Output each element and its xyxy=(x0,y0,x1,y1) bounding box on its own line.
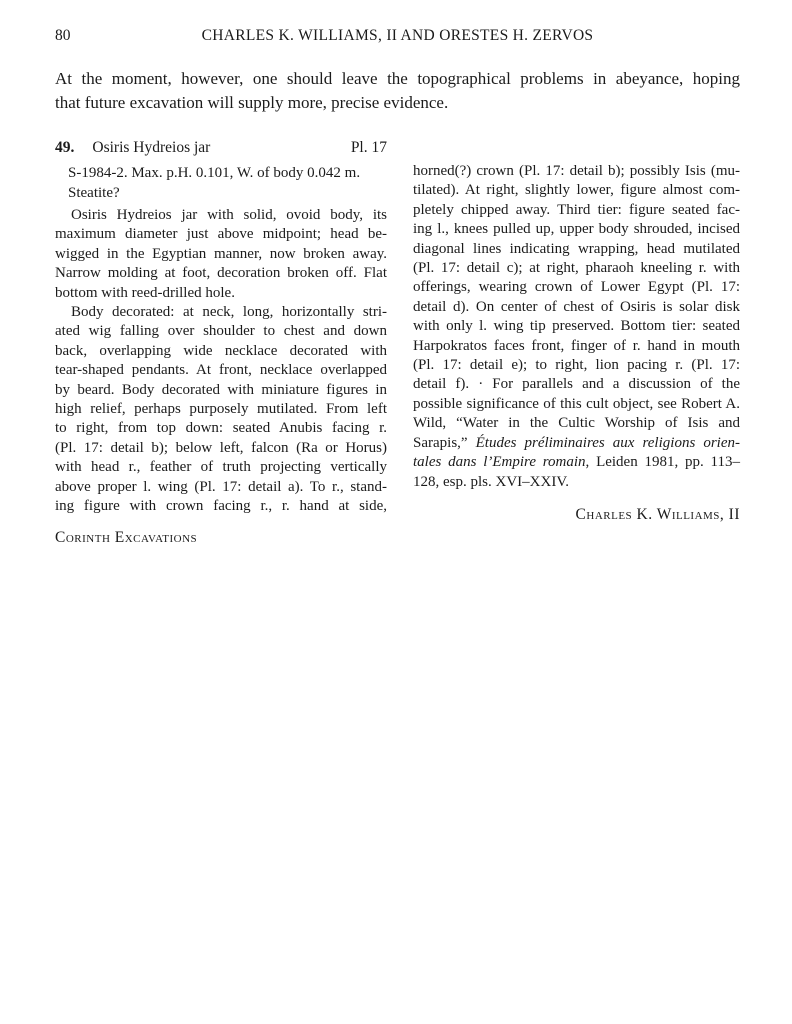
catalog-info xyxy=(55,163,387,203)
running-head: CHARLES K. WILLIAMS, II AND ORESTES H. ZERVOS xyxy=(201,27,594,44)
text-line: (Pl. 17: detail e); to right, lion pacing r. (Pl. 17: xyxy=(413,357,740,374)
plate-reference: Pl. 17 xyxy=(350,139,387,156)
text-line: diagonal lines indicating wrapping, head mutilated xyxy=(413,240,740,257)
text-line: back, overlapping wide necklace decorated with xyxy=(55,342,387,359)
text-line: 128, esp. pls. XVI–XXIV. xyxy=(413,473,569,490)
left-column xyxy=(55,140,387,547)
text-line: Narrow molding at foot, decoration broken off. Flat xyxy=(55,265,387,282)
text-line: maximum diameter just above midpoint; head be- xyxy=(55,226,387,243)
text-line: horned(?) crown (Pl. 17: detail b); possibly Isis (mu- xyxy=(413,163,740,179)
page-number: 80 xyxy=(55,27,71,44)
page-header xyxy=(55,27,740,46)
author-signature: Charles K. Williams, II xyxy=(575,505,740,523)
excavation-signature: Corinth Excavations xyxy=(55,528,198,546)
text-line: with only l. wing tip preserved. Bottom tier: seated xyxy=(413,318,740,335)
text-line: ing figure with crown facing r., r. hand at side, xyxy=(55,498,387,515)
text-line: offerings, wearing crown of Lower Egypt (Pl. 17: xyxy=(413,279,740,296)
text-line: (Pl. 17: detail c); at right, pharaoh kneeling r. with xyxy=(413,260,740,277)
text-line: wigged in the Egyptian manner, now broken away. xyxy=(55,245,387,262)
text-line: (Pl. 17: detail b); below left, falcon (Ra or Horus) xyxy=(55,439,387,456)
text-line: Harpokratos faces front, finger of r. hand in mouth xyxy=(413,337,740,354)
catalog-line: S-1984-2. Max. p.H. 0.101, W. of body 0.042 m. xyxy=(68,165,361,181)
text-line: possible significance of this cult object, see Robert A. xyxy=(413,395,740,412)
text-line: Body decorated: at neck, long, horizontally stri- xyxy=(71,304,387,321)
entry-columns xyxy=(55,140,740,547)
text-line: that future excavation will supply more, precise evidence. xyxy=(55,93,449,112)
right-column xyxy=(413,140,740,547)
text-line: high relief, perhaps purposely mutilated. From left xyxy=(55,401,387,418)
text-line: bottom with reed-drilled hole. xyxy=(55,284,235,301)
description-left-column xyxy=(55,206,387,517)
description-right-column xyxy=(413,162,740,492)
text-line: above proper l. wing (Pl. 17: detail a). To r., stand- xyxy=(55,478,387,495)
text-line: Osiris Hydreios jar with solid, ovoid body, its xyxy=(71,207,387,223)
text-line: to right, from top down: seated Anubis facing r. xyxy=(55,420,387,437)
text-line: detail f). · For parallels and a discussion of the xyxy=(413,376,740,393)
material-line: Steatite? xyxy=(68,185,120,201)
text-line: tales dans l’Empire romain, Leiden 1981, pp. 113– xyxy=(413,454,740,471)
column-gutter xyxy=(387,140,413,547)
entry-title: Osiris Hydreios jar xyxy=(92,139,211,156)
text-line: ing l., knees pulled up, upper body shrouded, incised xyxy=(413,221,740,238)
text-line: At the moment, however, one should leave the topographical problems in abeyance, hoping xyxy=(55,69,740,88)
text-line: with head r., feather of truth projecting vertically xyxy=(55,459,387,476)
entry-heading xyxy=(55,140,387,156)
text-line: detail d). On center of chest of Osiris is solar disk xyxy=(413,298,740,315)
text-line: pletely chipped away. Third tier: figure seated fac- xyxy=(413,201,740,218)
text-line: tilated). At right, slightly lower, figure almost com- xyxy=(413,182,740,199)
text-line: by beard. Body decorated with miniature figures in xyxy=(55,381,387,398)
text-line: tear-shaped pendants. At front, necklace overlapped xyxy=(55,362,387,379)
entry-number: 49. xyxy=(55,139,75,156)
text-line: Sarapis,” Études préliminaires aux religions orien- xyxy=(413,434,740,451)
text-line: ated wig falling over shoulder to chest and down xyxy=(55,323,387,340)
text-line: Wild, “Water in the Cultic Worship of Isis and xyxy=(413,415,740,432)
intro-paragraph xyxy=(55,67,740,115)
